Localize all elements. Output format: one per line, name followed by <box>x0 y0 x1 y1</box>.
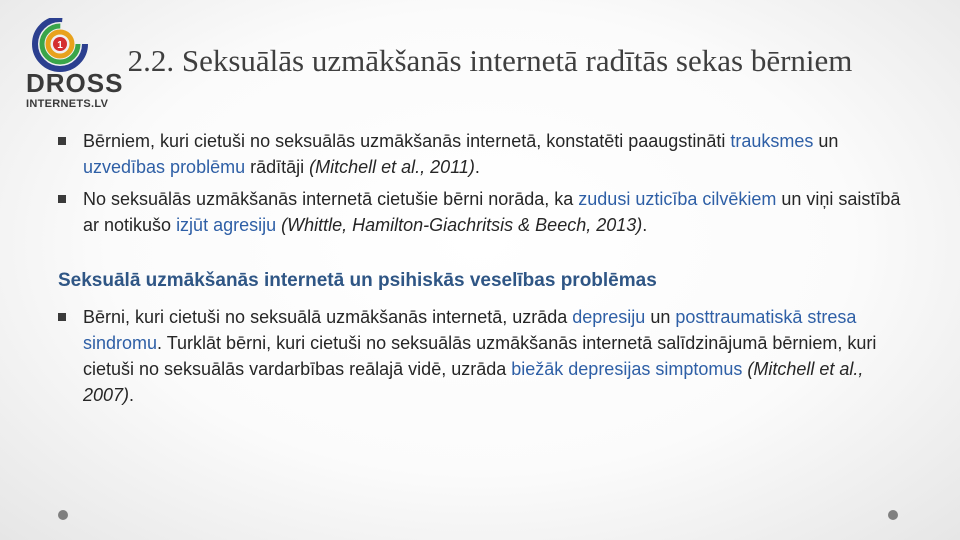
citation: (Whittle, Hamilton-Giachritsis & Beech, 2013) <box>281 215 643 235</box>
slide-title: 2.2. Seksuālās uzmākšanās internetā radītās sekas bērniem <box>127 43 853 78</box>
bullet-text: un viņi saistībā ar notikušo <box>83 189 901 235</box>
bullet-text: rādītāji <box>245 157 310 177</box>
decorative-dot-right <box>888 510 898 520</box>
bullet-text: . <box>129 385 135 405</box>
highlight-text: biežāk depresijas simptomus <box>511 359 743 379</box>
highlight-text: posttraumatiskā stresa sindromu <box>83 307 857 353</box>
citation: (Mitchell et al., 2007) <box>83 359 864 405</box>
bullet-text: Bērni, kuri cietuši no seksuālā uzmākšanās internetā, uzrāda <box>83 307 573 327</box>
bullet-item <box>58 186 908 238</box>
logo-brand-text: DROSS <box>26 68 124 98</box>
slide-content <box>58 128 908 414</box>
citation: (Mitchell et al., 2011) <box>309 157 475 177</box>
bullet-text: . <box>642 215 648 235</box>
bullet-text: . <box>474 157 480 177</box>
bullet-text: un <box>645 307 676 327</box>
decorative-dot-left <box>58 510 68 520</box>
bullet-square-icon <box>58 313 66 321</box>
bullet-text: No seksuālās uzmākšanās internetā cietušie bērni norāda, ka <box>83 189 579 209</box>
logo-domain-text: INTERNETS.LV <box>26 98 109 110</box>
bullet-item <box>58 128 908 180</box>
bullet-item <box>58 304 908 408</box>
highlight-text: trauksmes <box>730 131 814 151</box>
highlight-text: izjūt agresiju <box>176 215 277 235</box>
bullet-square-icon <box>58 195 66 203</box>
bullet-text: . Turklāt bērni, kuri cietuši no seksuālās uzmākšanās internetā salīdzinājumā bērniem, kuri cietuši no seksuālās vardarbības reālajā vidē, uzrāda <box>83 333 877 379</box>
highlight-text: uzvedības problēmu <box>83 157 246 177</box>
highlight-text: zudusi uzticība cilvēkiem <box>578 189 777 209</box>
bullet-text: Bērniem, kuri cietuši no seksuālās uzmākšanās internetā, konstatēti paaugstināti <box>83 131 731 151</box>
section-subheading: Seksuālā uzmākšanās internetā un psihiskās veselības problēmas <box>58 270 657 291</box>
bullet-square-icon <box>58 137 66 145</box>
bullet-text: un <box>813 131 839 151</box>
logo-center-text: 1 <box>57 40 63 51</box>
highlight-text: depresiju <box>572 307 646 327</box>
